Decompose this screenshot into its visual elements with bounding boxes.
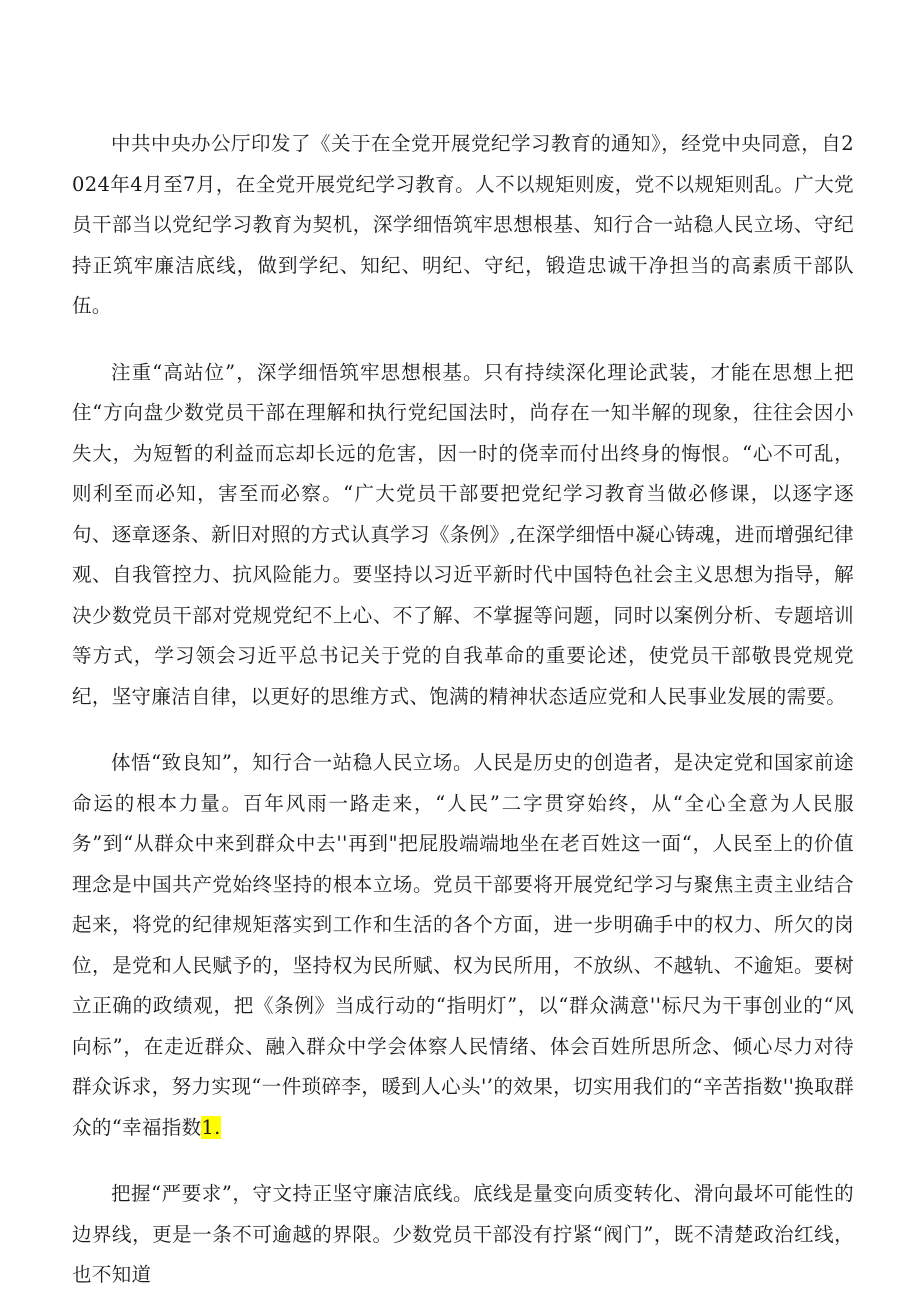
- paragraph-text: 注重“高站位”，深学细悟筑牢思想根基。只有持续深化理论武装，才能在思想上把住“方向盘少数党员干部在理解和执行党纪国法时，尚存在一知半解的现象，往往会因小失大，为短暂的利益而忘却长远的危害，因一时的侥幸而付出终身的悔恨。“心不可乱，则利至而必知，害至而必察。“广大党员干部要把党纪学习教育当做必修课，以逐字逐句、逐章逐条、新旧对照的方式认真学习《条例》,在深学细悟中凝心铸魂，进而增强纪律观、自我管控力、抗风险能力。要坚持以习近平新时代中国特色社会主义思想为指导，解决少数党员干部对党规党纪不上心、不了解、不掌握等问题，同时以案例分析、专题培训等方式，学习领会习近平总书记关于党的自我革命的重要论述，使党员干部敬畏党规党纪，坚守廉洁自律，以更好的思维方式、饱满的精神状态适应党和人民事业发展的需要。: [72, 360, 854, 708]
- paragraph-text: 体悟“致良知”，知行合一站稳人民立场。人民是历史的创造者，是决定党和国家前途命运的根本力量。百年风雨一路走来，“人民”二字贯穿始终，从“全心全意为人民服务”到“从群众中来到群众中去''再到"把屁股端端地坐在老百姓这一面“，人民至上的价值理念是中国共产党始终坚持的根本立场。党员干部要将开展党纪学习与聚焦主责主业结合起来，将党的纪律规矩落实到工作和生活的各个方面，进一步明确手中的权力、所欠的岗位，是党和人民赋予的，坚持权为民所赋、权为民所用，不放纵、不越轨、不逾矩。要树立正确的政绩观，把《条例》当成行动的“指明灯”，以“群众满意''标尺为干事创业的“风向标”，在走近群众、融入群众中学会体察人民情绪、体会百姓所思所念、倾心尽力对待群众诉求，努力实现“一件琐碎李，暖到人心头'’的效果，切实用我们的“辛苦指数''换取群众的“幸福指数: [72, 751, 854, 1139]
- paragraph-strict-requirements: [72, 1174, 854, 1296]
- paragraph-intro: [72, 124, 854, 327]
- paragraph-text: 中共中央办公厅印发了《关于在全党开展党纪学习教育的通知》，经党中央同意，自2024年4月至7月，在全党开展党纪学习教育。人不以规矩则废，党不以规矩则乱。广大党员干部当以党纪学习教育为契机，深学细悟筑牢思想根基、知行合一站稳人民立场、守纪持正筑牢廉洁底线，做到学纪、知纪、明纪、守纪，锻造忠诚干净担当的高素质干部队伍。: [72, 132, 854, 317]
- paragraph-high-standing: [72, 353, 854, 718]
- highlighted-text: 1.: [201, 1115, 221, 1139]
- document-body: [72, 124, 854, 1296]
- paragraph-text: 把握“严要求”，守文持正坚守廉洁底线。底线是量变向质变转化、滑向最坏可能性的边界线，更是一条不可逾越的界限。少数党员干部没有拧紧“阀门”，既不清楚政治红线，也不知道: [72, 1182, 854, 1286]
- paragraph-conscience: [72, 743, 854, 1148]
